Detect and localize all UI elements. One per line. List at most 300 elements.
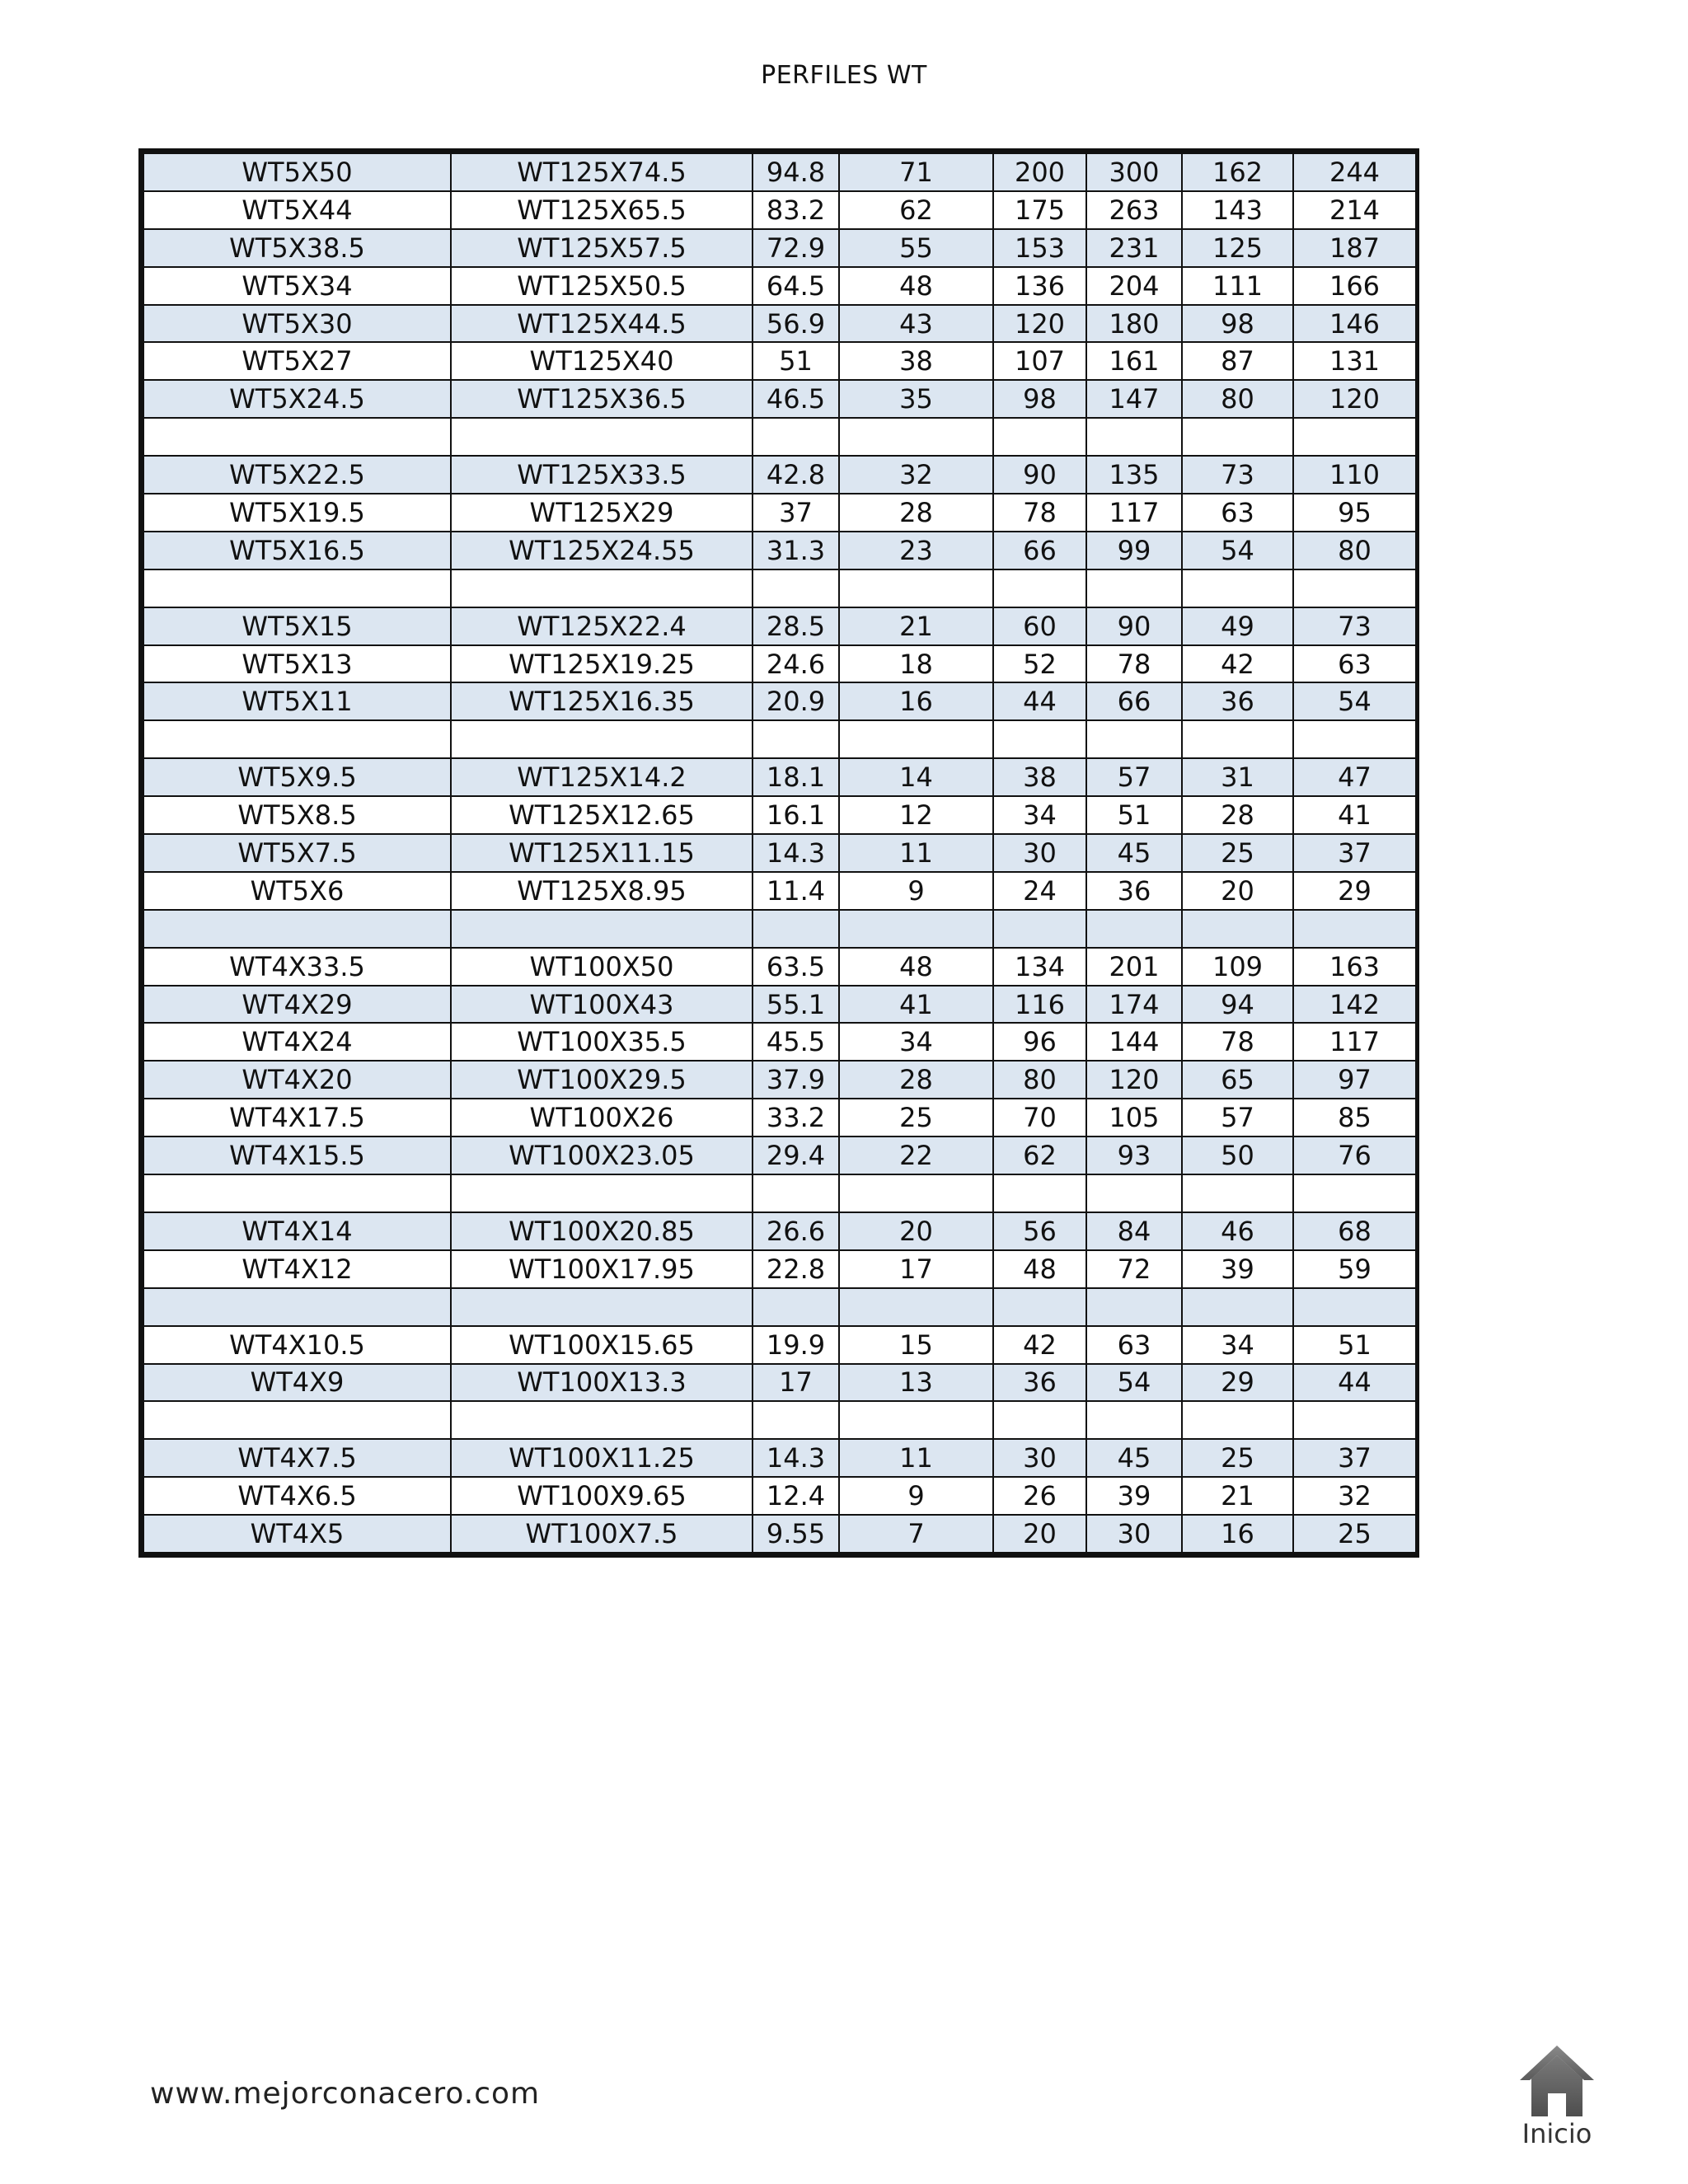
- table-cell: WT100X26: [451, 1099, 753, 1137]
- table-cell: 161: [1086, 342, 1182, 380]
- table-cell: 180: [1086, 305, 1182, 343]
- table-cell: WT100X50: [451, 948, 753, 986]
- table-cell: 131: [1293, 342, 1416, 380]
- table-cell: 16: [839, 682, 993, 720]
- table-cell: 26.6: [753, 1212, 839, 1250]
- table-cell: 20: [839, 1212, 993, 1250]
- table-cell: 19.9: [753, 1326, 839, 1364]
- table-cell: 32: [839, 456, 993, 494]
- table-cell: 143: [1182, 191, 1293, 229]
- table-row: [143, 229, 1416, 267]
- table-cell: 45: [1086, 1439, 1182, 1477]
- table-cell: 120: [1086, 1061, 1182, 1099]
- table-cell: [839, 1401, 993, 1439]
- table-cell: [451, 720, 753, 758]
- table-cell: WT125X33.5: [451, 456, 753, 494]
- table-cell: 147: [1086, 380, 1182, 418]
- table-cell: 33.2: [753, 1099, 839, 1137]
- table-cell: 200: [993, 153, 1086, 191]
- table-cell: 42: [993, 1326, 1086, 1364]
- table-row: [143, 796, 1416, 834]
- table-cell: [839, 418, 993, 456]
- table-cell: 43: [839, 305, 993, 343]
- table-cell: [1293, 1288, 1416, 1326]
- table-cell: 80: [993, 1061, 1086, 1099]
- table-cell: 94.8: [753, 153, 839, 191]
- table-cell: 90: [993, 456, 1086, 494]
- table-cell: 28: [1182, 796, 1293, 834]
- table-cell: 11: [839, 1439, 993, 1477]
- table-cell: 24: [993, 872, 1086, 910]
- table-cell: 153: [993, 229, 1086, 267]
- table-cell: 146: [1293, 305, 1416, 343]
- table-cell: 63: [1086, 1326, 1182, 1364]
- table-cell: 204: [1086, 267, 1182, 305]
- table-cell: [1086, 569, 1182, 607]
- table-cell: WT4X10.5: [143, 1326, 451, 1364]
- table-cell: 162: [1182, 153, 1293, 191]
- table-cell: [753, 569, 839, 607]
- table-cell: [451, 1174, 753, 1212]
- table-cell: 68: [1293, 1212, 1416, 1250]
- table-row: [143, 910, 1416, 948]
- table-cell: WT4X9: [143, 1364, 451, 1402]
- table-row: [143, 1250, 1416, 1288]
- table-row: [143, 834, 1416, 872]
- table-cell: 105: [1086, 1099, 1182, 1137]
- table-cell: 54: [1182, 532, 1293, 569]
- table-cell: 34: [993, 796, 1086, 834]
- table-row: [143, 532, 1416, 569]
- table-cell: 85: [1293, 1099, 1416, 1137]
- table-row: [143, 607, 1416, 645]
- table-cell: WT100X15.65: [451, 1326, 753, 1364]
- table-cell: 163: [1293, 948, 1416, 986]
- table-cell: 142: [1293, 986, 1416, 1024]
- table-cell: 46.5: [753, 380, 839, 418]
- table-cell: 28.5: [753, 607, 839, 645]
- table-row: [143, 494, 1416, 532]
- table-cell: 93: [1086, 1137, 1182, 1174]
- table-cell: 174: [1086, 986, 1182, 1024]
- table-cell: 31.3: [753, 532, 839, 569]
- table-cell: 48: [839, 267, 993, 305]
- table-cell: [753, 1288, 839, 1326]
- table-cell: [839, 1288, 993, 1326]
- table-cell: 90: [1086, 607, 1182, 645]
- page-title: PERFILES WT: [761, 61, 927, 90]
- table-cell: WT5X27: [143, 342, 451, 380]
- table-cell: 51: [1086, 796, 1182, 834]
- table-cell: WT5X38.5: [143, 229, 451, 267]
- table-cell: 65: [1182, 1061, 1293, 1099]
- table-cell: WT5X13: [143, 645, 451, 683]
- table-row: [143, 342, 1416, 380]
- table-row: [143, 948, 1416, 986]
- table-cell: [1086, 418, 1182, 456]
- table-cell: WT125X50.5: [451, 267, 753, 305]
- table-cell: WT4X33.5: [143, 948, 451, 986]
- table-row: [143, 1061, 1416, 1099]
- table-cell: WT4X14: [143, 1212, 451, 1250]
- table-cell: 37: [753, 494, 839, 532]
- table-cell: 30: [1086, 1515, 1182, 1553]
- table-cell: 66: [993, 532, 1086, 569]
- table-cell: 24.6: [753, 645, 839, 683]
- table-cell: 71: [839, 153, 993, 191]
- table-cell: 111: [1182, 267, 1293, 305]
- table-cell: 25: [1182, 1439, 1293, 1477]
- table-cell: WT125X29: [451, 494, 753, 532]
- table-cell: [1086, 1401, 1182, 1439]
- table-cell: 98: [1182, 305, 1293, 343]
- table-cell: 22.8: [753, 1250, 839, 1288]
- table-cell: WT125X8.95: [451, 872, 753, 910]
- table-cell: 20: [993, 1515, 1086, 1553]
- wt-profiles-table: [143, 152, 1417, 1554]
- table-cell: WT100X11.25: [451, 1439, 753, 1477]
- table-cell: 14.3: [753, 834, 839, 872]
- home-label: Inicio: [1522, 2118, 1592, 2149]
- table-cell: [993, 1401, 1086, 1439]
- table-cell: [753, 910, 839, 948]
- table-cell: [1182, 569, 1293, 607]
- profiles-table-container: [138, 148, 1419, 1558]
- table-cell: WT5X7.5: [143, 834, 451, 872]
- table-cell: 48: [839, 948, 993, 986]
- table-cell: 64.5: [753, 267, 839, 305]
- table-cell: 117: [1293, 1023, 1416, 1061]
- table-cell: WT125X19.25: [451, 645, 753, 683]
- table-cell: [451, 1401, 753, 1439]
- table-row: [143, 1023, 1416, 1061]
- table-cell: 38: [839, 342, 993, 380]
- table-cell: 72: [1086, 1250, 1182, 1288]
- table-cell: [143, 1401, 451, 1439]
- table-cell: 18: [839, 645, 993, 683]
- table-cell: WT4X5: [143, 1515, 451, 1553]
- table-cell: [993, 910, 1086, 948]
- table-cell: [451, 569, 753, 607]
- table-cell: 28: [839, 1061, 993, 1099]
- table-row: [143, 1099, 1416, 1137]
- table-cell: [1293, 569, 1416, 607]
- table-cell: 30: [993, 1439, 1086, 1477]
- table-cell: WT5X50: [143, 153, 451, 191]
- table-cell: 66: [1086, 682, 1182, 720]
- table-cell: WT5X24.5: [143, 380, 451, 418]
- table-cell: 94: [1182, 986, 1293, 1024]
- table-row: [143, 682, 1416, 720]
- table-cell: 13: [839, 1364, 993, 1402]
- table-cell: 55.1: [753, 986, 839, 1024]
- table-cell: [1293, 1174, 1416, 1212]
- table-row: [143, 418, 1416, 456]
- table-cell: 56: [993, 1212, 1086, 1250]
- table-cell: [1182, 1174, 1293, 1212]
- table-cell: 52: [993, 645, 1086, 683]
- table-cell: 47: [1293, 758, 1416, 796]
- table-cell: 78: [1182, 1023, 1293, 1061]
- table-cell: 48: [993, 1250, 1086, 1288]
- table-row: [143, 1174, 1416, 1212]
- table-cell: WT4X29: [143, 986, 451, 1024]
- table-cell: 11: [839, 834, 993, 872]
- table-cell: 9.55: [753, 1515, 839, 1553]
- table-cell: 63.5: [753, 948, 839, 986]
- table-cell: 36: [993, 1364, 1086, 1402]
- table-cell: 59: [1293, 1250, 1416, 1288]
- table-cell: [143, 418, 451, 456]
- table-cell: 9: [839, 872, 993, 910]
- table-cell: 109: [1182, 948, 1293, 986]
- table-cell: WT100X43: [451, 986, 753, 1024]
- table-cell: [993, 418, 1086, 456]
- table-cell: 56.9: [753, 305, 839, 343]
- table-cell: 46: [1182, 1212, 1293, 1250]
- table-cell: WT125X36.5: [451, 380, 753, 418]
- table-row: [143, 986, 1416, 1024]
- table-row: [143, 191, 1416, 229]
- table-cell: 29: [1293, 872, 1416, 910]
- table-cell: 63: [1293, 645, 1416, 683]
- table-row: [143, 1515, 1416, 1553]
- table-cell: WT4X6.5: [143, 1477, 451, 1515]
- table-cell: [1293, 910, 1416, 948]
- table-cell: 21: [1182, 1477, 1293, 1515]
- table-cell: WT5X15: [143, 607, 451, 645]
- table-cell: WT100X20.85: [451, 1212, 753, 1250]
- table-cell: WT4X12: [143, 1250, 451, 1288]
- table-row: [143, 758, 1416, 796]
- table-cell: 42: [1182, 645, 1293, 683]
- table-row: [143, 569, 1416, 607]
- table-cell: 97: [1293, 1061, 1416, 1099]
- table-cell: [753, 1174, 839, 1212]
- table-cell: [1086, 720, 1182, 758]
- table-cell: 62: [839, 191, 993, 229]
- table-cell: 12.4: [753, 1477, 839, 1515]
- table-cell: 32: [1293, 1477, 1416, 1515]
- table-cell: 29: [1182, 1364, 1293, 1402]
- table-cell: 135: [1086, 456, 1182, 494]
- table-cell: 70: [993, 1099, 1086, 1137]
- table-cell: 80: [1182, 380, 1293, 418]
- table-cell: 35: [839, 380, 993, 418]
- table-cell: 20: [1182, 872, 1293, 910]
- table-cell: WT5X30: [143, 305, 451, 343]
- table-cell: 7: [839, 1515, 993, 1553]
- table-row: [143, 1364, 1416, 1402]
- table-cell: WT125X40: [451, 342, 753, 380]
- table-cell: [451, 418, 753, 456]
- table-cell: 99: [1086, 532, 1182, 569]
- table-cell: 39: [1182, 1250, 1293, 1288]
- table-cell: [1182, 1288, 1293, 1326]
- table-cell: 300: [1086, 153, 1182, 191]
- table-cell: 25: [839, 1099, 993, 1137]
- table-cell: [1182, 1401, 1293, 1439]
- table-cell: [1293, 720, 1416, 758]
- table-cell: WT100X35.5: [451, 1023, 753, 1061]
- table-cell: 42.8: [753, 456, 839, 494]
- table-cell: 26: [993, 1477, 1086, 1515]
- table-row: [143, 1477, 1416, 1515]
- table-cell: 18.1: [753, 758, 839, 796]
- table-cell: [143, 1288, 451, 1326]
- table-cell: 38: [993, 758, 1086, 796]
- table-cell: WT125X12.65: [451, 796, 753, 834]
- table-cell: WT5X16.5: [143, 532, 451, 569]
- table-row: [143, 1326, 1416, 1364]
- table-cell: 34: [1182, 1326, 1293, 1364]
- table-row: [143, 720, 1416, 758]
- table-cell: 44: [993, 682, 1086, 720]
- table-cell: 201: [1086, 948, 1182, 986]
- table-cell: 39: [1086, 1477, 1182, 1515]
- table-cell: 214: [1293, 191, 1416, 229]
- table-cell: [143, 720, 451, 758]
- table-cell: WT4X7.5: [143, 1439, 451, 1477]
- table-cell: [1182, 418, 1293, 456]
- table-row: [143, 305, 1416, 343]
- table-cell: WT125X44.5: [451, 305, 753, 343]
- table-cell: 87: [1182, 342, 1293, 380]
- table-cell: 11.4: [753, 872, 839, 910]
- table-cell: WT5X9.5: [143, 758, 451, 796]
- table-cell: WT125X11.15: [451, 834, 753, 872]
- table-cell: WT100X13.3: [451, 1364, 753, 1402]
- table-cell: WT125X74.5: [451, 153, 753, 191]
- table-row: [143, 645, 1416, 683]
- table-row: [143, 1439, 1416, 1477]
- table-cell: 16: [1182, 1515, 1293, 1553]
- table-cell: [753, 1401, 839, 1439]
- table-cell: 25: [1182, 834, 1293, 872]
- table-cell: 20.9: [753, 682, 839, 720]
- table-cell: 134: [993, 948, 1086, 986]
- table-row: [143, 380, 1416, 418]
- table-cell: WT5X8.5: [143, 796, 451, 834]
- table-cell: 44: [1293, 1364, 1416, 1402]
- table-cell: 72.9: [753, 229, 839, 267]
- table-cell: WT100X17.95: [451, 1250, 753, 1288]
- table-cell: 117: [1086, 494, 1182, 532]
- table-row: [143, 456, 1416, 494]
- table-cell: WT100X29.5: [451, 1061, 753, 1099]
- table-cell: 14.3: [753, 1439, 839, 1477]
- table-cell: 9: [839, 1477, 993, 1515]
- table-cell: 22: [839, 1137, 993, 1174]
- table-cell: 73: [1182, 456, 1293, 494]
- table-cell: 29.4: [753, 1137, 839, 1174]
- table-cell: 63: [1182, 494, 1293, 532]
- table-cell: 83.2: [753, 191, 839, 229]
- table-cell: WT125X57.5: [451, 229, 753, 267]
- table-cell: [839, 910, 993, 948]
- table-cell: WT4X20: [143, 1061, 451, 1099]
- table-cell: 41: [839, 986, 993, 1024]
- table-cell: WT5X11: [143, 682, 451, 720]
- table-cell: WT125X22.4: [451, 607, 753, 645]
- table-row: [143, 1288, 1416, 1326]
- table-cell: 45.5: [753, 1023, 839, 1061]
- table-cell: WT100X7.5: [451, 1515, 753, 1553]
- table-cell: 54: [1086, 1364, 1182, 1402]
- table-cell: 23: [839, 532, 993, 569]
- table-row: [143, 1137, 1416, 1174]
- table-cell: 73: [1293, 607, 1416, 645]
- table-cell: 12: [839, 796, 993, 834]
- table-cell: 17: [839, 1250, 993, 1288]
- table-cell: 78: [1086, 645, 1182, 683]
- table-cell: 45: [1086, 834, 1182, 872]
- table-cell: 136: [993, 267, 1086, 305]
- table-cell: 62: [993, 1137, 1086, 1174]
- table-cell: 120: [993, 305, 1086, 343]
- table-cell: 31: [1182, 758, 1293, 796]
- table-cell: 116: [993, 986, 1086, 1024]
- table-cell: [1293, 1401, 1416, 1439]
- table-cell: 25: [1293, 1515, 1416, 1553]
- table-cell: [451, 910, 753, 948]
- table-row: [143, 872, 1416, 910]
- table-cell: [839, 720, 993, 758]
- home-button[interactable]: [1513, 2042, 1601, 2149]
- table-cell: [451, 1288, 753, 1326]
- table-cell: 50: [1182, 1137, 1293, 1174]
- table-cell: 37.9: [753, 1061, 839, 1099]
- table-row: [143, 153, 1416, 191]
- table-cell: [993, 1174, 1086, 1212]
- table-cell: 49: [1182, 607, 1293, 645]
- table-cell: [143, 910, 451, 948]
- table-cell: 244: [1293, 153, 1416, 191]
- table-cell: 30: [993, 834, 1086, 872]
- table-cell: 95: [1293, 494, 1416, 532]
- table-cell: [839, 569, 993, 607]
- table-cell: WT100X23.05: [451, 1137, 753, 1174]
- table-cell: 17: [753, 1364, 839, 1402]
- table-row: [143, 1212, 1416, 1250]
- table-cell: 110: [1293, 456, 1416, 494]
- table-cell: 231: [1086, 229, 1182, 267]
- table-cell: 55: [839, 229, 993, 267]
- table-cell: 21: [839, 607, 993, 645]
- table-cell: WT125X16.35: [451, 682, 753, 720]
- table-cell: 175: [993, 191, 1086, 229]
- table-cell: 51: [1293, 1326, 1416, 1364]
- table-cell: 34: [839, 1023, 993, 1061]
- table-cell: WT5X44: [143, 191, 451, 229]
- table-cell: 37: [1293, 1439, 1416, 1477]
- table-cell: 125: [1182, 229, 1293, 267]
- table-cell: [1086, 910, 1182, 948]
- table-cell: WT125X65.5: [451, 191, 753, 229]
- table-cell: [993, 569, 1086, 607]
- table-cell: [1293, 418, 1416, 456]
- table-cell: 263: [1086, 191, 1182, 229]
- website-link[interactable]: www.mejorconacero.com: [150, 2077, 541, 2111]
- table-cell: [1182, 910, 1293, 948]
- table-cell: [1182, 720, 1293, 758]
- table-cell: WT4X24: [143, 1023, 451, 1061]
- table-cell: [1086, 1174, 1182, 1212]
- table-cell: WT5X6: [143, 872, 451, 910]
- table-cell: WT4X15.5: [143, 1137, 451, 1174]
- table-cell: WT100X9.65: [451, 1477, 753, 1515]
- table-cell: 78: [993, 494, 1086, 532]
